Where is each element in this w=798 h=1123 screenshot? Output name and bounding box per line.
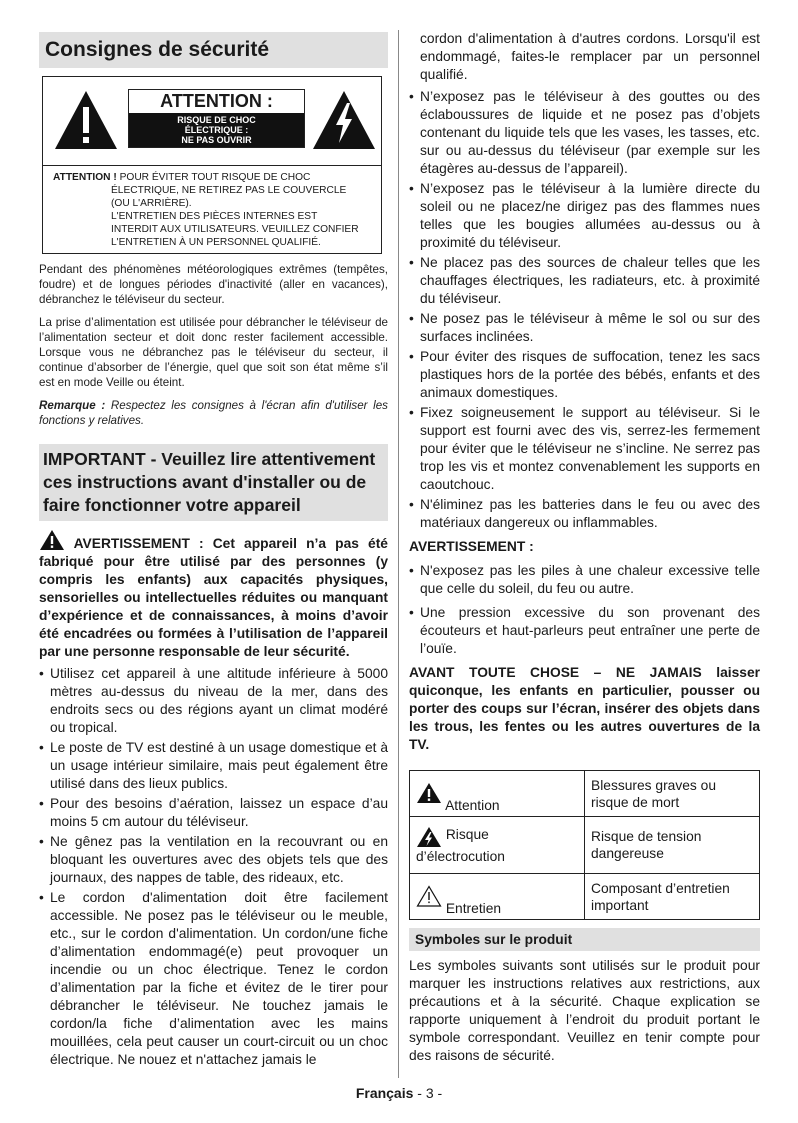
warning-heading: AVERTISSEMENT :	[409, 539, 534, 554]
list-item: • N’exposez pas le téléviseur à des gouttes ou des éclaboussures de liquide et ne posez pas d’objets contenant du liquide tels que les vases, les tasses, etc. sur ou au-dessus du téléviseur (par exemple sur les étagères au-dessus de l’appareil).	[409, 88, 760, 178]
warning-bullet-list	[409, 562, 760, 658]
list-item: • Une pression excessive du son provenant des écouteurs et haut-parleurs peut entraîner une perte de l’ouïe.	[409, 604, 760, 658]
table-row	[410, 817, 760, 874]
warning-lead: ATTENTION !	[53, 172, 117, 183]
list-item: • Le poste de TV est destiné à un usage domestique et à un usage intérieur similaire, mais peut également être utilisé dans des lieux publics.	[39, 739, 388, 793]
electric-shock-icon	[416, 826, 442, 848]
symbol-label: Attention	[445, 797, 500, 813]
list-item: • Ne posez pas le téléviseur à même le sol ou sur des surfaces inclinées.	[409, 310, 760, 346]
symbols-paragraph: Les symboles suivants sont utilisés sur le produit pour marquer les instructions relatives aux restrictions, aux précautions et à la sécurité. Chaque explication se rapporte uniquement à l’endroit du produit portant le symbole correspondant. Veuillez en tenir compte pour des raisons de sécurité.	[409, 958, 760, 1063]
symbols-table	[409, 770, 760, 920]
continuation-text: cordon d'alimentation à d'autres cordons. Lorsqu'il est endommagé, faites-le remplacer par un personnel qualifié.	[420, 31, 760, 82]
table-cell: Blessures graves ou risque de mort	[585, 771, 760, 817]
page-number: - 3 -	[413, 1085, 443, 1101]
avertissement-text: AVERTISSEMENT : Cet appareil n’a pas été fabriqué pour être utilisé par des personnes (y compris les enfants) aux capacités physiques, sensorielles ou intellectuelles réduites ou manquant d’expérience et de connaissances, à moins d’avoir été encadrées ou formées à l’utilisation de l’appareil par une personne responsable de leur sécurité.	[39, 536, 388, 659]
warning-line: L'ENTRETIEN DES PIÈCES INTERNES EST	[111, 211, 318, 222]
column-divider	[398, 30, 399, 1078]
left-bullet-list	[39, 665, 388, 1069]
remark-text: Respectez les consignes à l'écran afin d'utiliser les fonctions y relatives.	[39, 399, 388, 427]
warning-line: (OU L'ARRIÈRE).	[111, 198, 192, 209]
warning-filled-icon	[416, 782, 442, 804]
warning-filled-icon	[39, 529, 65, 551]
list-item: • Ne placez pas des sources de chaleur telles que les chauffages électriques, les radiateurs, etc. à proximité du téléviseur.	[409, 254, 760, 308]
table-cell	[410, 771, 585, 817]
list-item: • Utilisez cet appareil à une altitude inférieure à 5000 mètres au-dessus du niveau de la mer, dans des endroits secs ou des régions ayant un climat modéré ou tropical.	[39, 665, 388, 737]
list-item: • Fixez soigneusement le support au téléviseur. Si le support est fourni avec des vis, serrez-les fermement pour éviter que le téléviseur ne s’incline. Ne serrez pas trop les vis et montez convenablement les supports en caoutchouc.	[409, 404, 760, 494]
power-plug-paragraph: La prise d’alimentation est utilisée pour débrancher le téléviseur de l’alimentation secteur et doit donc rester facilement accessible. Lorsque vous ne débranchez pas le téléviseur du secteur, il continue d’absorber de l’énergie, quel que soit son état même s’il est en mode Veille ou éteint.	[39, 316, 388, 389]
left-column	[39, 30, 388, 1071]
table-cell	[410, 817, 585, 874]
remark-paragraph	[39, 398, 388, 428]
section-title: Consignes de sécurité	[39, 32, 388, 68]
page-footer	[0, 1085, 798, 1101]
table-row	[410, 771, 760, 817]
table-cell: Composant d’entretien important	[585, 874, 760, 920]
warning-outline-icon	[416, 885, 442, 907]
footer-language: Français	[355, 1085, 414, 1101]
list-item: • N’exposez pas le téléviseur à la lumière directe du soleil ou ne placez/ne dirigez pas des flammes nues telles que les bougies allumées au-dessus ou à proximité du téléviseur.	[409, 180, 760, 252]
attention-subtext	[129, 113, 304, 147]
avant-toute-chose-paragraph: AVANT TOUTE CHOSE – NE JAMAIS laisser quiconque, les enfants en particulier, pousser ou porter des coups sur l’écran, insérer des objets dans les trous, les fentes ou les autres ouvertures de la TV.	[409, 665, 760, 752]
exclamation-triangle-icon	[53, 89, 119, 151]
avertissement-paragraph	[39, 529, 388, 661]
warning-line: L'ENTRETIEN À UN PERSONNEL QUALIFIÉ.	[111, 237, 321, 248]
warning-line: POUR ÉVITER TOUT RISQUE DE CHOC	[119, 172, 311, 183]
important-heading: IMPORTANT - Veuillez lire attentivement ces instructions avant d'installer ou de faire fonctionner votre appareil	[39, 444, 388, 521]
symbols-heading: Symboles sur le produit	[409, 928, 760, 951]
warning-text	[43, 166, 381, 253]
attention-heading: ATTENTION :	[160, 91, 273, 111]
weather-paragraph: Pendant des phénomènes météorologiques extrêmes (tempêtes, foudre) et de longues périodes d'inactivité (aller en vacances), débranchez le téléviseur du secteur.	[39, 263, 388, 306]
warning-line: INTERDIT AUX UTILISATEURS. VEUILLEZ CONFIER	[111, 224, 359, 235]
symbol-label: Risque d’électrocution	[416, 826, 505, 864]
right-column	[409, 30, 760, 1065]
warning-line: ÉLECTRIQUE, NE RETIREZ PAS LE COUVERCLE	[111, 185, 347, 196]
electric-warning-box	[42, 76, 382, 254]
attention-sub-line: ÉLECTRIQUE :	[184, 125, 249, 135]
attention-sub-line: RISQUE DE CHOC	[177, 115, 256, 125]
list-item: • Pour des besoins d’aération, laissez un espace d’au moins 5 cm autour du téléviseur.	[39, 795, 388, 831]
table-cell	[410, 874, 585, 920]
list-item: • Ne gênez pas la ventilation en la recouvrant ou en bloquant les ouvertures avec des objets tels que des journaux, des nappes de table, des rideaux, etc.	[39, 833, 388, 887]
symbol-label: Entretien	[445, 900, 502, 916]
list-item: • Le cordon d'alimentation doit être facilement accessible. Ne posez pas le téléviseur ou le meuble, etc., sur le cordon d'alimentation. Un cordon/une fiche d’alimentation endommagé(e) peut provoquer un incendie ou un choc électrique. Tenez le cordon d’alimentation par la fiche et évitez de le tirer pour débrancher le téléviseur. Ne touchez jamais le cordon/la fiche d’alimentation avec les mains mouillées, cela peut causer un court-circuit ou un choc électrique. Ne nouez et n'attachez jamais le	[39, 889, 388, 1069]
list-item: • Pour éviter des risques de suffocation, tenez les sacs plastiques hors de la portée des bébés, enfants et des animaux domestiques.	[409, 348, 760, 402]
remark-label: Remarque :	[39, 399, 106, 412]
list-item: • N'éliminez pas les batteries dans le feu ou avec des matériaux dangereux ou inflammables.	[409, 496, 760, 532]
attention-sub-line: NE PAS OUVRIR	[181, 135, 252, 145]
list-item: • N'exposez pas les piles à une chaleur excessive telle que celle du soleil, du feu ou autre.	[409, 562, 760, 598]
table-row	[410, 874, 760, 920]
right-bullet-list	[409, 88, 760, 532]
attention-label	[128, 89, 305, 148]
lightning-triangle-icon	[311, 89, 377, 151]
table-cell: Risque de tension dangereuse	[585, 817, 760, 874]
